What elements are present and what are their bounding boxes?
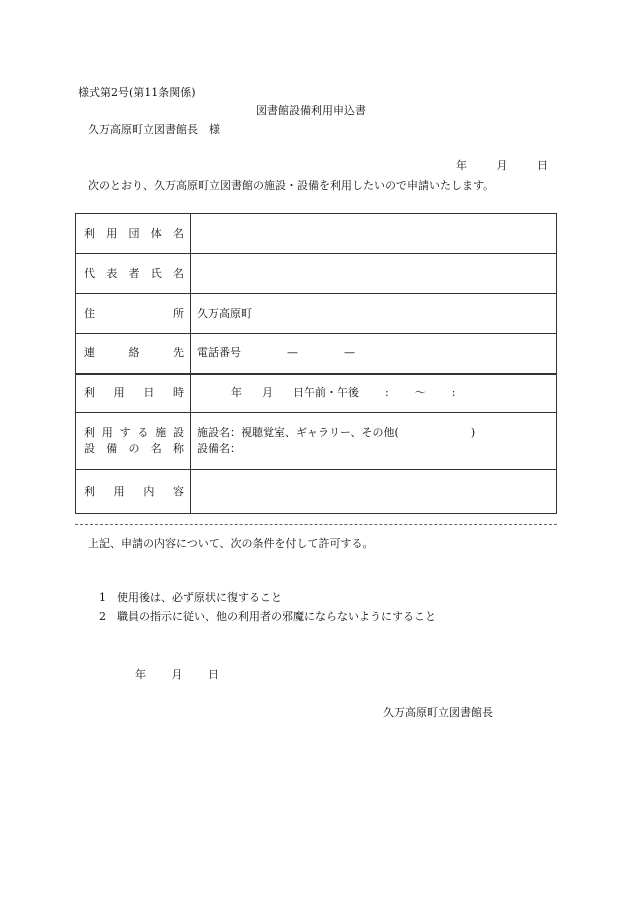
label-datetime: 利 用 日 時 bbox=[76, 374, 191, 413]
form-row-facility bbox=[76, 413, 557, 470]
month-label: 月 bbox=[171, 668, 183, 681]
addressee: 久万高原町立図書館長 様 bbox=[88, 123, 220, 136]
form-row-representative bbox=[76, 254, 557, 294]
label-contact: 連 絡 先 bbox=[76, 334, 191, 374]
form-row-organization bbox=[76, 214, 557, 254]
month-label: 月 bbox=[496, 159, 508, 172]
year-label: 年 bbox=[456, 159, 467, 172]
condition-item: 1 使用後は、必ず原状に復すること bbox=[99, 591, 282, 604]
form-number: 様式第2号(第11条関係) bbox=[78, 86, 196, 99]
permit-date bbox=[135, 668, 219, 682]
application-date bbox=[456, 159, 548, 173]
datetime-field[interactable]: 年 月 日午前・午後 : 〜 : bbox=[191, 374, 557, 413]
organization-field[interactable] bbox=[191, 214, 557, 254]
condition-item: 2 職員の指示に従い、他の利用者の邪魔にならないようにすること bbox=[99, 610, 436, 623]
phone-separator: — bbox=[287, 346, 298, 360]
day-label: 日 bbox=[537, 159, 548, 172]
form-row-address bbox=[76, 294, 557, 334]
label-representative: 代 表 者 氏 名 bbox=[76, 254, 191, 294]
form-row-purpose bbox=[76, 470, 557, 514]
form-row-datetime bbox=[76, 374, 557, 413]
label-organization: 利 用 団 体 名 bbox=[76, 214, 191, 254]
cut-line-divider bbox=[75, 524, 557, 525]
application-form-table bbox=[75, 213, 557, 514]
phone-separator: — bbox=[344, 346, 355, 360]
issuer-name: 久万高原町立図書館長 bbox=[383, 706, 493, 719]
contact-field[interactable] bbox=[191, 334, 557, 374]
year-label: 年 bbox=[135, 668, 146, 681]
facility-field[interactable]: 施設名：視聴覚室、ギャラリー、その他( ) 設備名： bbox=[191, 413, 557, 470]
phone-label: 電話番号 bbox=[197, 346, 241, 360]
day-label: 日 bbox=[208, 668, 219, 681]
label-address: 住 所 bbox=[76, 294, 191, 334]
representative-field[interactable] bbox=[191, 254, 557, 294]
label-facility: 利 用 す る 施 設 設 備 の 名 称 bbox=[76, 413, 191, 470]
am-pm-choice[interactable]: 午前・午後 bbox=[304, 386, 359, 400]
purpose-field[interactable] bbox=[191, 470, 557, 514]
form-row-contact bbox=[76, 334, 557, 374]
permit-text: 上記、申請の内容について、次の条件を付して許可する。 bbox=[88, 537, 374, 550]
equipment-name-line: 設備名： bbox=[197, 442, 241, 455]
label-purpose: 利 用 内 容 bbox=[76, 470, 191, 514]
request-text: 次のとおり、久万高原町立図書館の施設・設備を利用したいので申請いたします。 bbox=[88, 179, 495, 192]
range-tilde: 〜 bbox=[414, 386, 426, 400]
address-field[interactable]: 久万高原町 bbox=[191, 294, 557, 334]
form-title: 図書館設備利用申込書 bbox=[256, 104, 366, 117]
facility-name-line: 施設名：視聴覚室、ギャラリー、その他( bbox=[197, 426, 399, 439]
